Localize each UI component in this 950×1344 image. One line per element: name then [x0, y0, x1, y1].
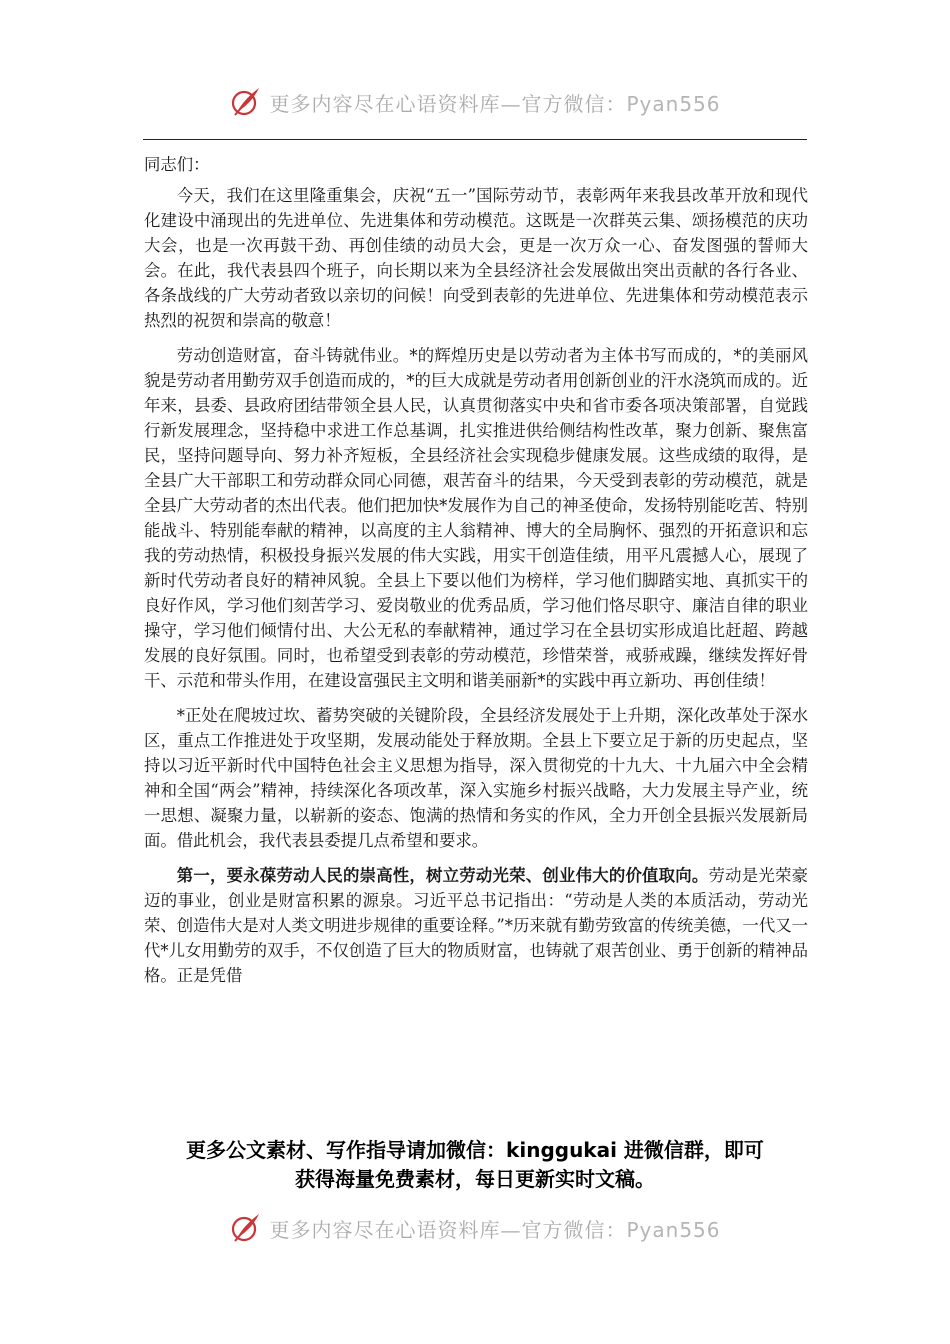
promo-notice — [100, 1136, 850, 1194]
quill-logo-icon — [229, 85, 263, 119]
promo-line-2: 获得海量免费素材，每日更新实时文稿。 — [295, 1167, 655, 1191]
quill-logo-icon — [229, 1211, 263, 1245]
greeting: 同志们： — [144, 155, 210, 174]
point-1-heading: 第一，要永葆劳动人民的崇高性，树立劳动光荣、创业伟大的价值取向。 — [176, 866, 709, 885]
footer-banner — [0, 1208, 950, 1248]
paragraph-2: 劳动创造财富，奋斗铸就伟业。*的辉煌历史是以劳动者为主体书写而成的，*的美丽风貌是劳动者用勤劳双手创造而成的，*的巨大成就是劳动者用创新创业的汗水浇筑而成的。近年来，县委、县政府团结带领全县人民，认真贯彻落实中央和省市委各项决策部署，自觉践行新发展理念，坚持稳中求进工作总基调，扎实推进供给侧结构性改革，聚力创新、聚焦富民，坚持问题导向、努力补齐短板，全县经济社会实现稳步健康发展。这些成绩的取得，是全县广大干部职工和劳动群众同心同德，艰苦奋斗的结果，今天受到表彰的劳动模范，就是全县广大劳动者的杰出代表。他们把加快*发展作为自己的神圣使命，发扬特别能吃苦、特别能战斗、特别能奉献的精神，以高度的主人翁精神、博大的全局胸怀、强烈的开拓意识和忘我的劳动热情，积极投身振兴发展的伟大实践，用实干创造佳绩，用平凡震撼人心，展现了新时代劳动者良好的精神风貌。全县上下要以他们为榜样，学习他们脚踏实地、真抓实干的良好作风，学习他们刻苦学习、爱岗敬业的优秀品质，学习他们恪尽职守、廉洁自律的职业操守，学习他们倾情付出、大公无私的奉献精神，通过学习在全县切实形成追比赶超、跨越发展的良好氛围。同时，也希望受到表彰的劳动模范，珍惜荣誉，戒骄戒躁，继续发挥好骨干、示范和带头作用，在建设富强民主文明和谐美丽新*的实践中再立新功、再创佳绩！ — [144, 346, 808, 690]
footer-brand-text: 更多内容尽在心语资料库—官方微信：Pyan556 — [269, 1217, 721, 1242]
promo-line-1: 更多公文素材、写作指导请加微信：kinggukai 进微信群，即可 — [186, 1138, 764, 1162]
point-1-body: 劳动是光荣豪迈的事业，创业是财富积累的源泉。习近平总书记指出：“劳动是人类的本质活动，劳动光荣、创造伟大是对人类文明进步规律的重要诠释。”*历来就有勤劳致富的传统美德，一代又一代*儿女用勤劳的双手，不仅创造了巨大的物质财富，也铸就了艰苦创业、勇于创新的精神品格。正是凭借 — [144, 866, 808, 985]
header-divider — [143, 139, 807, 140]
paragraph-1: 今天，我们在这里隆重集会，庆祝“五一”国际劳动节，表彰两年来我县改革开放和现代化建设中涌现出的先进单位、先进集体和劳动模范。这既是一次群英云集、颂扬模范的庆功大会，也是一次再鼓干劲、再创佳绩的动员大会，更是一次万众一心、奋发图强的誓师大会。在此，我代表县四个班子，向长期以来为全县经济社会发展做出突出贡献的各行各业、各条战线的广大劳动者致以亲切的问候！向受到表彰的先进单位、先进集体和劳动模范表示热烈的祝贺和崇高的敬意！ — [144, 186, 808, 330]
header-wechat-id: Pyan556 — [626, 91, 721, 116]
header-brand-text: 更多内容尽在心语资料库—官方微信：Pyan556 — [269, 91, 721, 116]
paragraph-4 — [144, 863, 808, 988]
header-banner — [0, 82, 950, 122]
document-body — [144, 152, 808, 1118]
paragraph-3: *正处在爬坡过坎、蓄势突破的关键阶段，全县经济发展处于上升期，深化改革处于深水区，重点工作推进处于攻坚期，发展动能处于释放期。全县上下要立足于新的历史起点，坚持以习近平新时代中国特色社会主义思想为指导，深入贯彻党的十九大、十九届六中全会精神和全国“两会”精神，持续深化各项改革，深入实施乡村振兴战略，大力发展主导产业，统一思想、凝聚力量，以崭新的姿态、饱满的热情和务实的作风，全力开创全县振兴发展新局面。借此机会，我代表县委提几点希望和要求。 — [144, 706, 808, 850]
footer-wechat-id: Pyan556 — [626, 1217, 721, 1242]
